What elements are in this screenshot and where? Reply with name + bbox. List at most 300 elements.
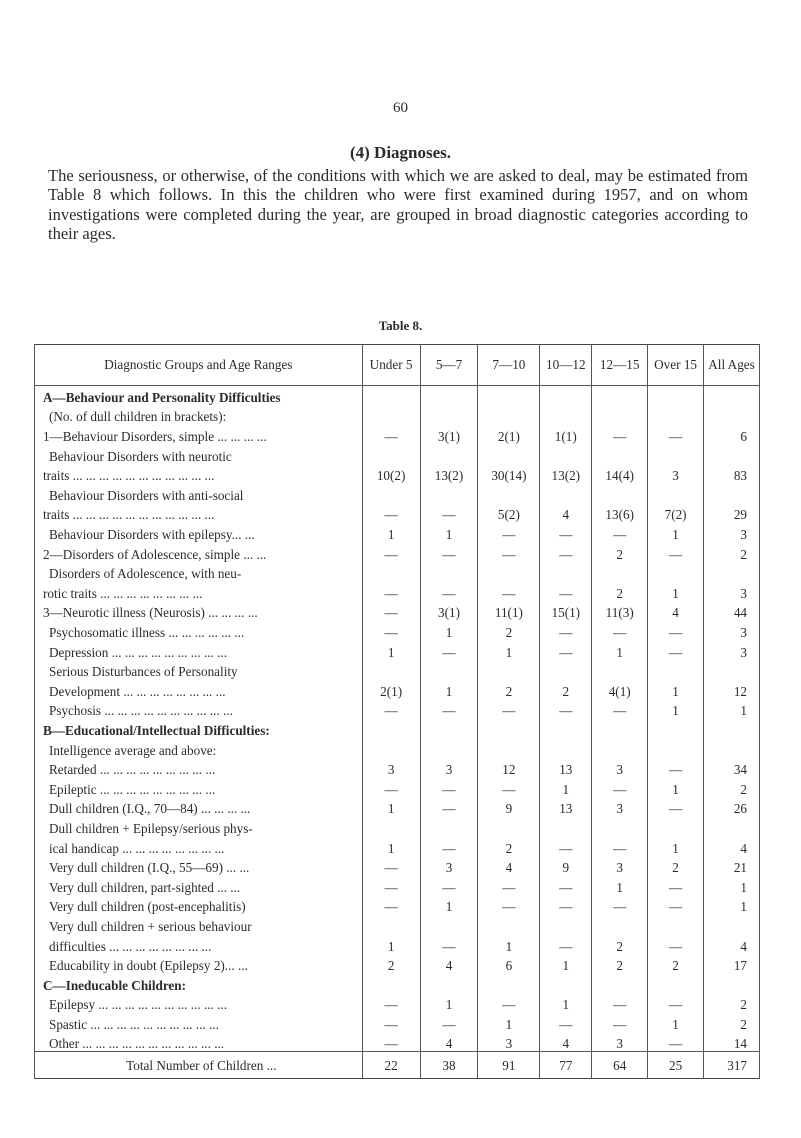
row-value: —: [478, 875, 540, 895]
row-value: 83: [704, 464, 760, 484]
row-value: [704, 562, 760, 582]
row-value: —: [540, 934, 592, 954]
row-value: —: [540, 542, 592, 562]
row-value: [592, 660, 648, 680]
row-value: [704, 483, 760, 503]
row-value: —: [420, 581, 478, 601]
table-row: [35, 562, 760, 582]
row-value: 3: [420, 856, 478, 876]
row-value: [592, 719, 648, 739]
row-value: —: [420, 875, 478, 895]
row-value: [420, 817, 478, 837]
row-label: Very dull children + serious behaviour: [35, 915, 363, 935]
row-value: [478, 444, 540, 464]
row-value: 4: [540, 503, 592, 523]
row-value: [648, 973, 704, 993]
row-value: [420, 444, 478, 464]
row-value: [648, 738, 704, 758]
row-value: 2: [478, 679, 540, 699]
row-value: 14: [704, 1032, 760, 1052]
row-value: 13: [540, 797, 592, 817]
row-label: Psychosomatic illness ... ... ... ... ... ...: [35, 621, 363, 641]
row-value: 1: [648, 836, 704, 856]
row-value: [478, 719, 540, 739]
row-label: 3—Neurotic illness (Neurosis) ... ... ... ...: [35, 601, 363, 621]
row-value: 2: [704, 993, 760, 1013]
row-value: —: [648, 621, 704, 641]
row-value: 64: [592, 1052, 648, 1079]
row-label: C—Ineducable Children:: [35, 973, 363, 993]
row-value: 1: [362, 523, 420, 543]
table-row: [35, 523, 760, 543]
row-value: [592, 562, 648, 582]
row-label: difficulties ... ... ... ... ... ... ... ...: [35, 934, 363, 954]
row-value: [592, 973, 648, 993]
table-row: [35, 875, 760, 895]
row-value: [362, 817, 420, 837]
section-title: (4) Diagnoses.: [349, 143, 452, 162]
row-value: [362, 444, 420, 464]
row-value: 34: [704, 758, 760, 778]
row-value: —: [420, 777, 478, 797]
table-row: [35, 640, 760, 660]
row-value: —: [648, 895, 704, 915]
row-value: 4: [540, 1032, 592, 1052]
row-value: —: [648, 640, 704, 660]
table-row: [35, 699, 760, 719]
table-row: [35, 954, 760, 974]
row-value: 10(2): [362, 464, 420, 484]
row-value: [540, 915, 592, 935]
row-value: 4: [420, 954, 478, 974]
table-row: [35, 601, 760, 621]
row-value: —: [362, 542, 420, 562]
row-value: [362, 562, 420, 582]
row-value: —: [362, 1013, 420, 1033]
row-value: [540, 405, 592, 425]
intro-paragraph: The seriousness, or otherwise, of the conditions with which we are asked to deal, may be estimated from Table 8 which follows. In this the children who were first examined during 1957, and on whom investigations were completed during the year, are grouped in broad diagnostic categories according to their ages.: [48, 166, 748, 244]
row-value: —: [592, 699, 648, 719]
row-label: traits ... ... ... ... ... ... ... ... ... ... ...: [35, 503, 363, 523]
row-label: A—Behaviour and Personality Difficulties: [35, 386, 363, 406]
row-value: —: [362, 856, 420, 876]
table-row: [35, 719, 760, 739]
row-value: —: [648, 797, 704, 817]
page-number: 60: [393, 100, 408, 116]
row-value: 29: [704, 503, 760, 523]
row-label: Very dull children (I.Q., 55—69) ... ...: [35, 856, 363, 876]
row-value: [592, 386, 648, 406]
row-value: —: [362, 895, 420, 915]
table-row: [35, 444, 760, 464]
row-value: —: [540, 523, 592, 543]
row-value: 3: [704, 621, 760, 641]
row-label: Behaviour Disorders with neurotic: [35, 444, 363, 464]
row-value: 4: [704, 934, 760, 954]
row-value: —: [420, 640, 478, 660]
row-value: —: [592, 425, 648, 445]
row-value: [420, 915, 478, 935]
row-value: [478, 562, 540, 582]
row-value: 1: [420, 895, 478, 915]
table-row: [35, 679, 760, 699]
row-value: —: [420, 699, 478, 719]
row-value: [648, 483, 704, 503]
row-value: [478, 738, 540, 758]
row-value: [362, 719, 420, 739]
header-cell: 10—12: [540, 345, 592, 386]
table-row: [35, 993, 760, 1013]
row-value: —: [478, 523, 540, 543]
row-value: 1: [704, 895, 760, 915]
row-value: 2: [362, 954, 420, 974]
row-value: [420, 973, 478, 993]
row-value: [540, 817, 592, 837]
row-value: 12: [478, 758, 540, 778]
row-value: 3: [704, 581, 760, 601]
row-value: 17: [704, 954, 760, 974]
row-value: 3: [592, 758, 648, 778]
row-value: 3: [592, 856, 648, 876]
row-value: 1: [540, 954, 592, 974]
row-value: —: [420, 797, 478, 817]
row-value: [648, 719, 704, 739]
row-value: 1: [362, 836, 420, 856]
row-value: 2: [478, 621, 540, 641]
row-value: [362, 405, 420, 425]
row-value: 13(2): [540, 464, 592, 484]
row-label: Disorders of Adolescence, with neu-: [35, 562, 363, 582]
row-value: —: [478, 542, 540, 562]
table-row: [35, 386, 760, 406]
row-value: [420, 719, 478, 739]
row-value: [704, 719, 760, 739]
row-value: 2: [704, 542, 760, 562]
row-value: 1: [648, 699, 704, 719]
row-label: 1—Behaviour Disorders, simple ... ... ... ...: [35, 425, 363, 445]
row-label: Educability in doubt (Epilepsy 2)... ...: [35, 954, 363, 974]
row-value: [704, 405, 760, 425]
row-value: —: [592, 836, 648, 856]
row-value: 4: [648, 601, 704, 621]
row-value: —: [362, 699, 420, 719]
row-value: 1: [540, 993, 592, 1013]
header-cell: 5—7: [420, 345, 478, 386]
row-value: 15(1): [540, 601, 592, 621]
row-value: [362, 386, 420, 406]
row-value: 1: [648, 523, 704, 543]
row-value: 25: [648, 1052, 704, 1079]
row-value: 1(1): [540, 425, 592, 445]
row-value: [592, 738, 648, 758]
row-value: [704, 386, 760, 406]
row-value: [362, 660, 420, 680]
row-value: 1: [540, 777, 592, 797]
row-value: [362, 738, 420, 758]
row-value: 11(3): [592, 601, 648, 621]
header-cell: All Ages: [704, 345, 760, 386]
row-value: —: [648, 542, 704, 562]
table-row: [35, 660, 760, 680]
row-value: —: [648, 1032, 704, 1052]
row-value: —: [478, 699, 540, 719]
row-value: [478, 973, 540, 993]
row-label: Very dull children, part-sighted ... ...: [35, 875, 363, 895]
row-value: 2: [592, 581, 648, 601]
row-value: 91: [478, 1052, 540, 1079]
row-value: 13: [540, 758, 592, 778]
row-label: Retarded ... ... ... ... ... ... ... ... ...: [35, 758, 363, 778]
row-value: [478, 386, 540, 406]
row-value: 2: [704, 777, 760, 797]
header-row: [35, 345, 760, 386]
row-value: 3: [648, 464, 704, 484]
row-value: [592, 444, 648, 464]
row-label: traits ... ... ... ... ... ... ... ... ... ... ...: [35, 464, 363, 484]
row-label: Total Number of Children ...: [35, 1052, 363, 1079]
table-row: [35, 856, 760, 876]
row-value: —: [540, 581, 592, 601]
row-value: 1: [362, 640, 420, 660]
row-value: [478, 483, 540, 503]
row-value: —: [420, 1013, 478, 1033]
table-row: [35, 758, 760, 778]
table-row: [35, 483, 760, 503]
row-value: 13(2): [420, 464, 478, 484]
row-value: —: [592, 993, 648, 1013]
row-value: 3: [362, 758, 420, 778]
row-value: —: [478, 993, 540, 1013]
row-value: [648, 660, 704, 680]
row-value: —: [420, 836, 478, 856]
row-value: 3: [704, 523, 760, 543]
row-value: —: [362, 425, 420, 445]
row-label: Epileptic ... ... ... ... ... ... ... ... ...: [35, 777, 363, 797]
row-value: 2: [704, 1013, 760, 1033]
row-value: 38: [420, 1052, 478, 1079]
row-value: 1: [362, 934, 420, 954]
row-value: [592, 817, 648, 837]
row-value: [704, 738, 760, 758]
row-value: 1: [478, 934, 540, 954]
row-value: 3(1): [420, 601, 478, 621]
row-value: [540, 444, 592, 464]
row-value: 1: [420, 679, 478, 699]
row-value: —: [592, 523, 648, 543]
row-value: 13(6): [592, 503, 648, 523]
row-value: 1: [648, 777, 704, 797]
row-value: —: [592, 621, 648, 641]
table-row: [35, 425, 760, 445]
row-value: [362, 915, 420, 935]
row-value: 1: [420, 993, 478, 1013]
row-value: —: [362, 993, 420, 1013]
row-label: Behaviour Disorders with epilepsy... ...: [35, 523, 363, 543]
row-value: 44: [704, 601, 760, 621]
row-value: 26: [704, 797, 760, 817]
row-value: 3: [592, 797, 648, 817]
row-value: [420, 660, 478, 680]
row-value: 77: [540, 1052, 592, 1079]
row-value: 1: [648, 679, 704, 699]
row-value: [478, 405, 540, 425]
row-value: —: [362, 1032, 420, 1052]
row-value: 2: [478, 836, 540, 856]
row-value: [420, 562, 478, 582]
header-cell: 7—10: [478, 345, 540, 386]
row-value: 2: [592, 542, 648, 562]
row-value: 2(1): [362, 679, 420, 699]
table-row: [35, 895, 760, 915]
header-cell: Diagnostic Groups and Age Ranges: [35, 345, 363, 386]
table-row: [35, 1013, 760, 1033]
row-value: —: [362, 581, 420, 601]
row-value: [540, 562, 592, 582]
table-caption: Table 8.: [378, 318, 423, 333]
row-label: (No. of dull children in brackets):: [35, 405, 363, 425]
row-label: Behaviour Disorders with anti-social: [35, 483, 363, 503]
row-value: 9: [478, 797, 540, 817]
row-value: —: [540, 836, 592, 856]
row-value: [648, 817, 704, 837]
row-value: [540, 738, 592, 758]
row-value: —: [420, 503, 478, 523]
row-value: 1: [592, 875, 648, 895]
row-value: —: [362, 601, 420, 621]
row-value: 1: [420, 621, 478, 641]
row-value: —: [362, 503, 420, 523]
table-row: [35, 836, 760, 856]
row-value: 1: [704, 875, 760, 895]
row-value: 3: [478, 1032, 540, 1052]
row-value: —: [592, 1013, 648, 1033]
row-value: —: [362, 621, 420, 641]
header-cell: 12—15: [592, 345, 648, 386]
table-row: [35, 915, 760, 935]
row-value: 2: [592, 954, 648, 974]
row-value: [420, 405, 478, 425]
row-value: —: [478, 777, 540, 797]
table-row: [35, 464, 760, 484]
table-row: [35, 581, 760, 601]
row-value: [478, 817, 540, 837]
row-value: [420, 386, 478, 406]
row-value: 1: [362, 797, 420, 817]
row-value: 1: [648, 1013, 704, 1033]
row-label: Serious Disturbances of Personality: [35, 660, 363, 680]
row-value: —: [648, 993, 704, 1013]
row-value: [648, 915, 704, 935]
row-label: Intelligence average and above:: [35, 738, 363, 758]
row-value: 4(1): [592, 679, 648, 699]
header-cell: Over 15: [648, 345, 704, 386]
row-value: 3: [704, 640, 760, 660]
row-value: —: [540, 640, 592, 660]
row-value: 3: [592, 1032, 648, 1052]
diagnoses-table: [34, 344, 760, 1079]
row-label: Spastic ... ... ... ... ... ... ... ... ... ...: [35, 1013, 363, 1033]
row-value: 2: [648, 954, 704, 974]
row-value: [704, 817, 760, 837]
total-row: [35, 1052, 760, 1079]
table-row: [35, 777, 760, 797]
table-row: [35, 973, 760, 993]
row-value: 21: [704, 856, 760, 876]
row-value: —: [362, 875, 420, 895]
row-value: [704, 444, 760, 464]
row-value: 6: [478, 954, 540, 974]
row-label: ical handicap ... ... ... ... ... ... ... ...: [35, 836, 363, 856]
row-value: 7(2): [648, 503, 704, 523]
table-row: [35, 621, 760, 641]
row-label: 2—Disorders of Adolescence, simple ... ...: [35, 542, 363, 562]
row-value: 2: [592, 934, 648, 954]
row-value: 6: [704, 425, 760, 445]
row-value: —: [648, 758, 704, 778]
row-value: [540, 973, 592, 993]
row-value: 1: [478, 1013, 540, 1033]
row-value: —: [648, 934, 704, 954]
row-value: [648, 386, 704, 406]
row-value: —: [592, 895, 648, 915]
row-value: 2: [648, 856, 704, 876]
row-value: 30(14): [478, 464, 540, 484]
row-label: Very dull children (post-encephalitis): [35, 895, 363, 915]
row-value: 11(1): [478, 601, 540, 621]
row-value: 1: [420, 523, 478, 543]
row-label: B—Educational/Intellectual Difficulties:: [35, 719, 363, 739]
table-row: [35, 542, 760, 562]
row-label: Development ... ... ... ... ... ... ... ...: [35, 679, 363, 699]
row-value: —: [478, 581, 540, 601]
row-value: [540, 386, 592, 406]
row-value: 1: [704, 699, 760, 719]
row-label: Psychosis ... ... ... ... ... ... ... ... ... ...: [35, 699, 363, 719]
row-value: 1: [478, 640, 540, 660]
row-value: 4: [704, 836, 760, 856]
row-value: [362, 973, 420, 993]
row-value: —: [540, 1013, 592, 1033]
table-row: [35, 503, 760, 523]
row-value: 9: [540, 856, 592, 876]
row-value: 3(1): [420, 425, 478, 445]
row-value: 12: [704, 679, 760, 699]
table-row: [35, 405, 760, 425]
row-value: 5(2): [478, 503, 540, 523]
row-value: 2: [540, 679, 592, 699]
row-value: —: [540, 621, 592, 641]
row-value: —: [648, 425, 704, 445]
row-value: 4: [420, 1032, 478, 1052]
row-value: 1: [648, 581, 704, 601]
row-value: —: [540, 875, 592, 895]
row-value: [420, 483, 478, 503]
row-value: [704, 660, 760, 680]
table-row: [35, 817, 760, 837]
row-label: Depression ... ... ... ... ... ... ... ... ...: [35, 640, 363, 660]
table-row: [35, 738, 760, 758]
row-value: —: [540, 699, 592, 719]
row-value: 3: [420, 758, 478, 778]
header-cell: Under 5: [362, 345, 420, 386]
row-label: Other ... ... ... ... ... ... ... ... ... ... ...: [35, 1032, 363, 1052]
row-value: 2(1): [478, 425, 540, 445]
row-value: [540, 483, 592, 503]
row-value: [592, 915, 648, 935]
row-label: Dull children (I.Q., 70—84) ... ... ... ...: [35, 797, 363, 817]
row-value: [648, 444, 704, 464]
row-value: [478, 915, 540, 935]
